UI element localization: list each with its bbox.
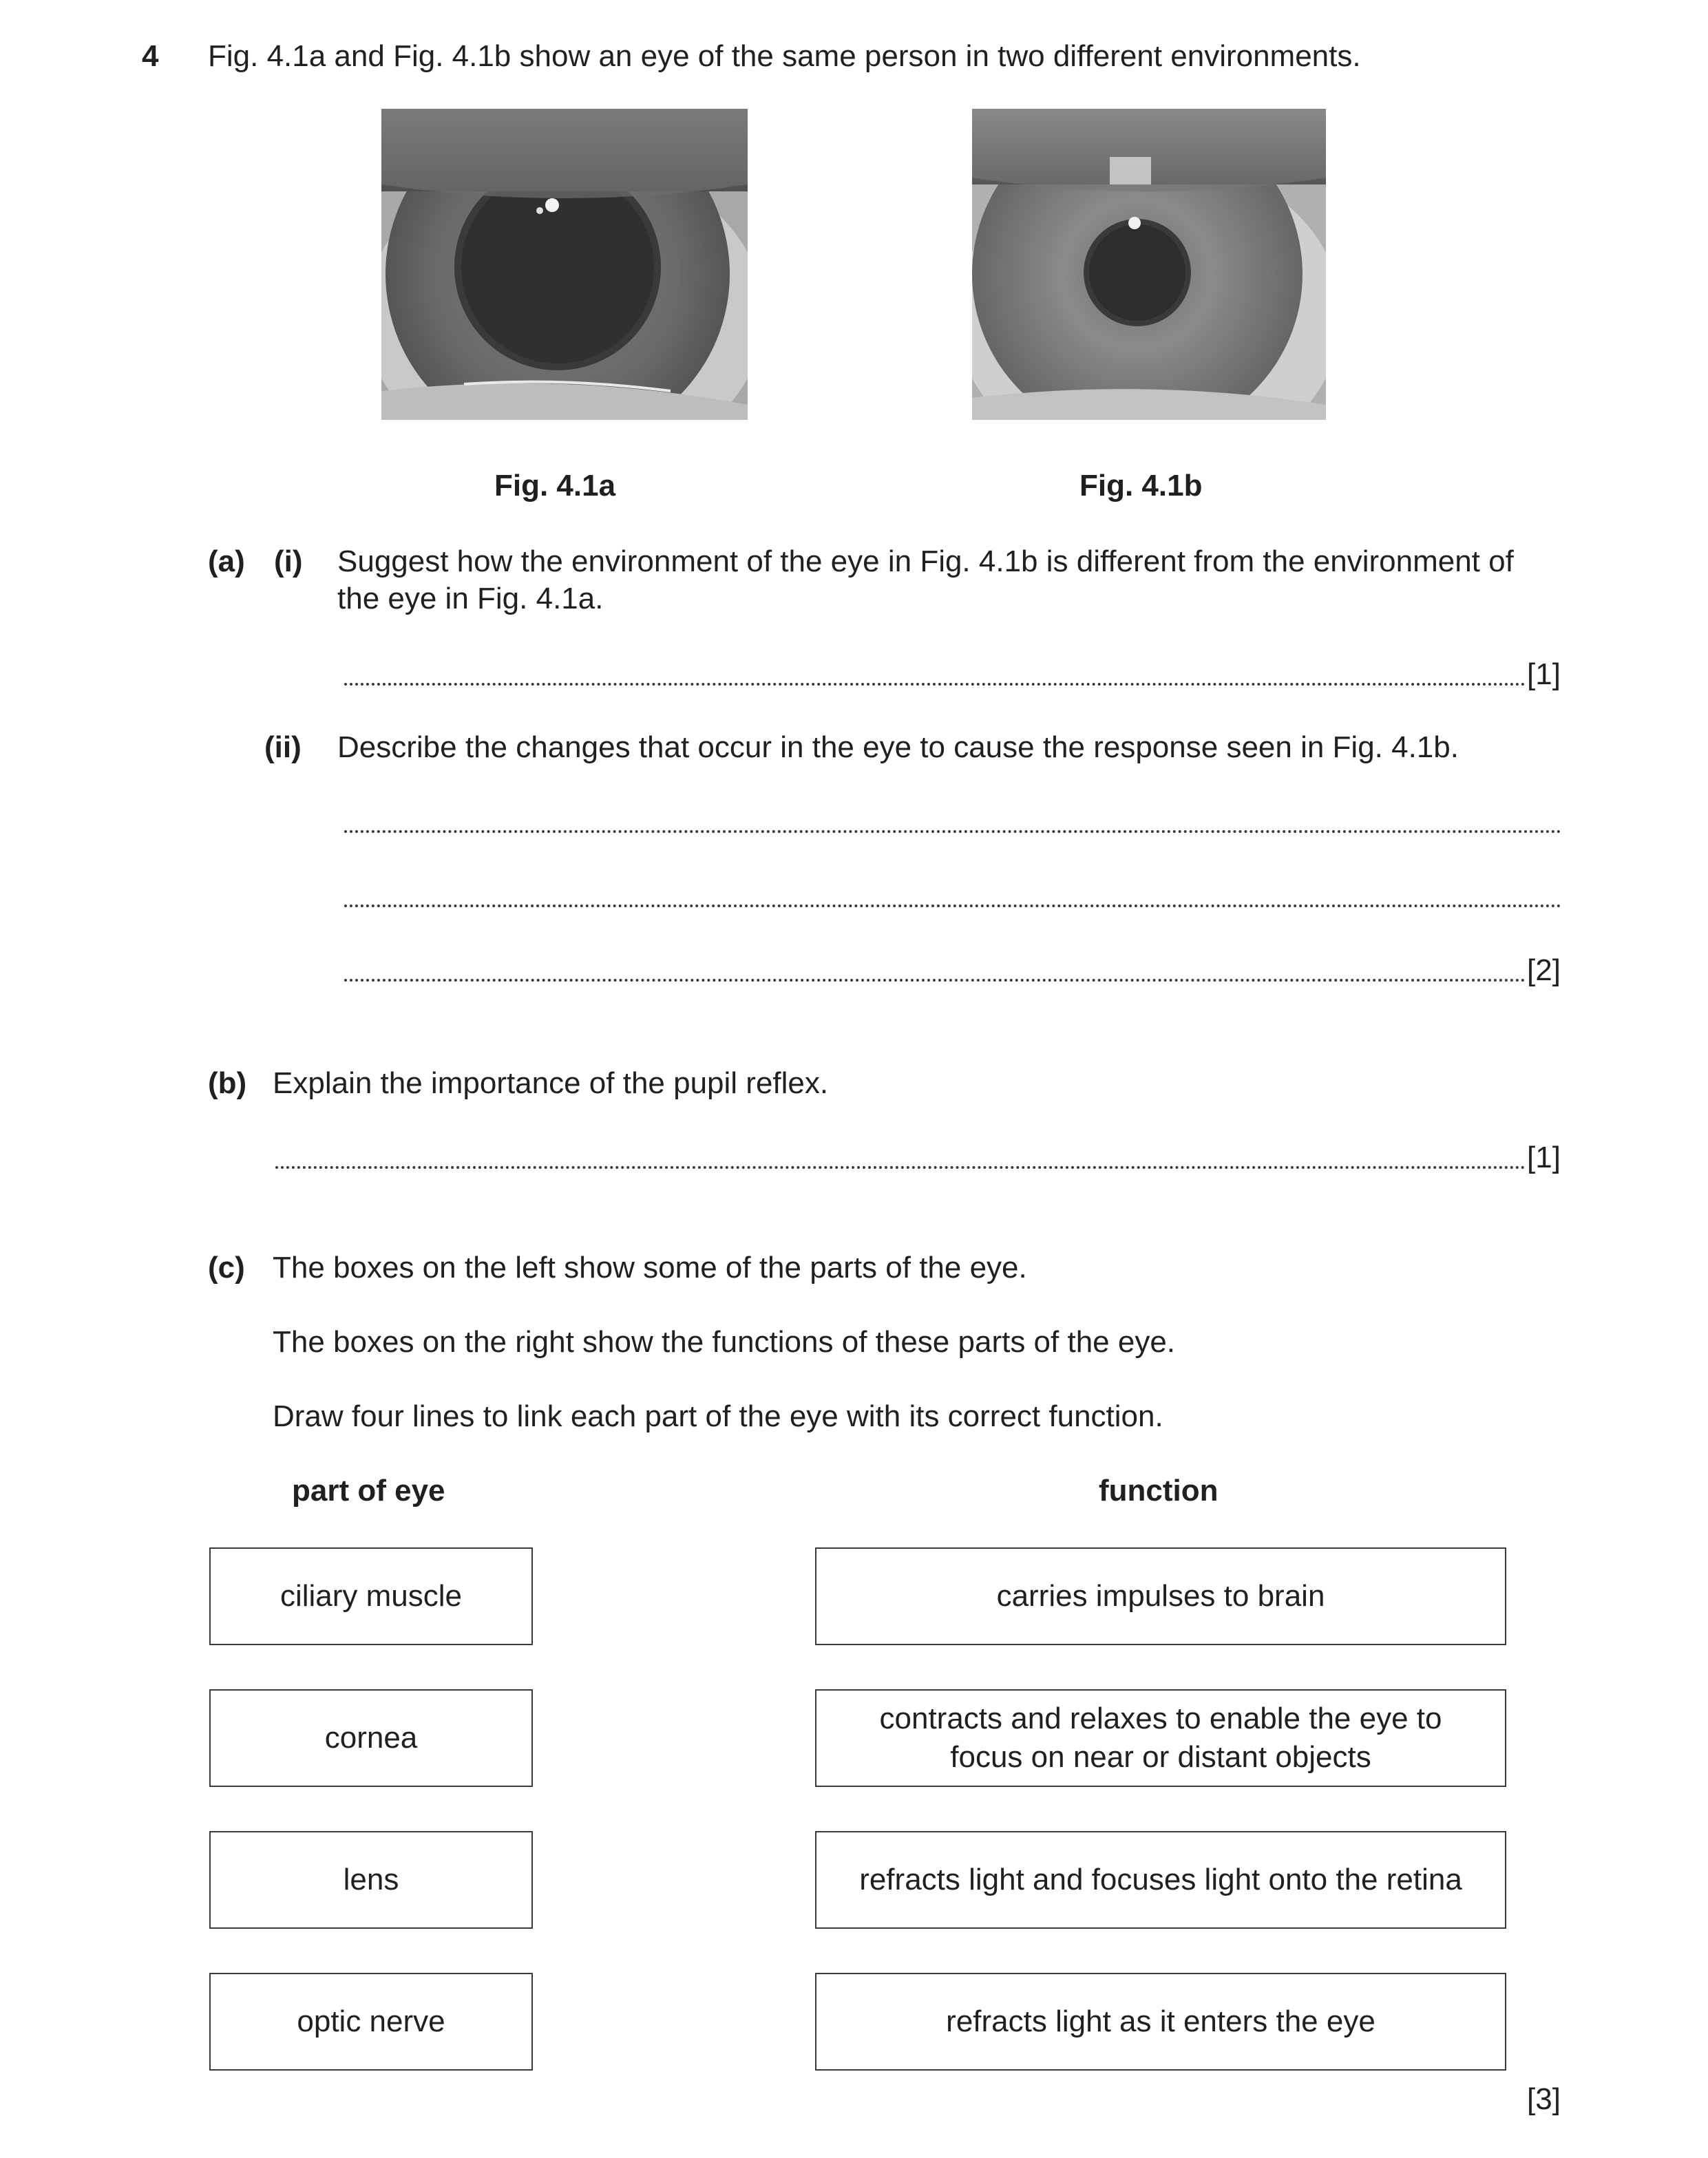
- mark-a-ii: [2]: [1527, 953, 1561, 987]
- function-box-label: carries impulses to brain: [996, 1579, 1325, 1613]
- part-box-label: ciliary muscle: [280, 1579, 463, 1613]
- part-box-ciliary-muscle[interactable]: [209, 1547, 533, 1645]
- figure-caption-4-1a: Fig. 4.1a: [494, 469, 616, 503]
- part-a-label: (a): [208, 544, 245, 578]
- function-box-label: contracts and relaxes to enable the eye to focus on near or distant objects: [879, 1702, 1442, 1774]
- question-number: 4: [142, 39, 159, 73]
- part-b-label: (b): [208, 1066, 247, 1100]
- answer-line-a-i[interactable]: [344, 683, 1526, 686]
- part-b-text: Explain the importance of the pupil reflex.: [273, 1066, 829, 1100]
- answer-line-a-ii-3[interactable]: [344, 979, 1526, 982]
- mark-a-i: [1]: [1527, 657, 1561, 691]
- answer-line-b[interactable]: [275, 1166, 1526, 1169]
- function-box-label: refracts light as it enters the eye: [946, 2004, 1375, 2038]
- figure-caption-4-1b: Fig. 4.1b: [1079, 469, 1203, 503]
- part-a-i-text-line1: Suggest how the environment of the eye in Fig. 4.1b is different from the environment of: [337, 544, 1514, 578]
- function-box-label: refracts light and focuses light onto the retina: [859, 1863, 1462, 1896]
- function-box-contracts-relaxes[interactable]: [815, 1689, 1506, 1787]
- mark-c: [3]: [1527, 2082, 1561, 2116]
- heading-function: function: [1099, 1474, 1219, 1508]
- answer-line-a-ii-2[interactable]: [344, 905, 1561, 907]
- part-box-label: lens: [343, 1863, 399, 1896]
- part-c-text-line1: The boxes on the left show some of the parts of the eye.: [273, 1251, 1027, 1284]
- part-a-i-text-line2: the eye in Fig. 4.1a.: [337, 582, 604, 615]
- part-a-i-label: (i): [274, 544, 303, 578]
- part-box-label: cornea: [324, 1721, 418, 1755]
- eye-photo-constricted: [972, 109, 1326, 420]
- function-box-refracts-enters[interactable]: [815, 1973, 1506, 2071]
- part-c-label: (c): [208, 1251, 245, 1284]
- part-a-ii-label: (ii): [264, 730, 302, 764]
- mark-b: [1]: [1527, 1141, 1561, 1174]
- function-box-carries-impulses[interactable]: [815, 1547, 1506, 1645]
- eye-photo-dilated: [381, 109, 748, 420]
- function-box-refracts-focuses[interactable]: [815, 1831, 1506, 1929]
- part-a-ii-text: Describe the changes that occur in the eye to cause the response seen in Fig. 4.1b.: [337, 730, 1459, 764]
- answer-line-a-ii-1[interactable]: [344, 830, 1561, 833]
- part-c-text-line2: The boxes on the right show the functions of these parts of the eye.: [273, 1325, 1176, 1359]
- part-box-label: optic nerve: [297, 2004, 445, 2038]
- heading-part-of-eye: part of eye: [292, 1474, 445, 1508]
- part-box-optic-nerve[interactable]: [209, 1973, 533, 2071]
- part-box-cornea[interactable]: [209, 1689, 533, 1787]
- part-box-lens[interactable]: [209, 1831, 533, 1929]
- part-c-text-line3: Draw four lines to link each part of the eye with its correct function.: [273, 1399, 1163, 1433]
- question-intro: Fig. 4.1a and Fig. 4.1b show an eye of the same person in two different environments.: [208, 39, 1361, 73]
